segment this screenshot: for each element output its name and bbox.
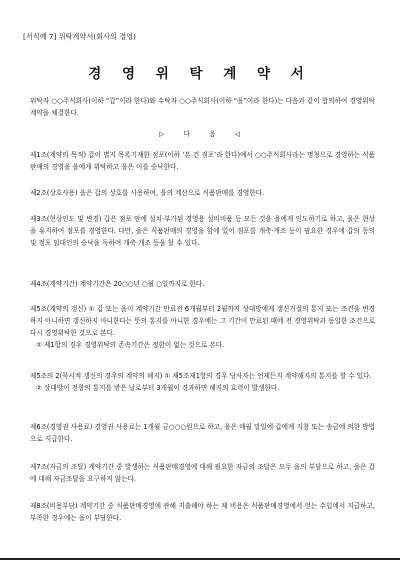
article-5-2 — [30, 370, 375, 394]
article-7 — [30, 461, 375, 485]
sub-heading-text-2: 음 — [209, 130, 217, 138]
document-title: 경 영 위 탁 계 약 서 — [88, 66, 312, 82]
article-3 — [30, 213, 375, 249]
right-triangle-mark: ◁ — [234, 130, 241, 138]
article-5-text: 제5조(계약의 갱신) ① 갑 또는 을이 계약기간 만료전 6개월부터 2월까지 상대방에게 갱신거절의 통지 또는 조건을 변경하지 아니하면 갱신하지 아니한다는 뜻의 통지를 아니한 경우에는 그 기간이 만료된 때에 전 경영위탁과 동일한 조건으로 다시 경영위탁한 것으로 본다. — [30, 305, 375, 337]
article-5-clause-2: ② 제1항의 경우 경영위탁의 존속기간은 정함이 없는 것으로 본다. — [36, 341, 225, 349]
bottom-divider — [0, 558, 400, 560]
article-3-text: 제3조(현상인도 및 변경) 갑은 점포 안에 설치·부가된 경영용 설비비품 등 모든 것을 을에게 인도하기로 하고, 을은 현상을 유지하여 점포를 경영한다. 다만, 을은 식품판매의 경영을 함에 있어 점포를 개축·개조 등이 필요한 경우에 갑의 동의 및 점포 임대인의 승낙을 득하여 개축·개조 등을 할 수 있다. — [30, 215, 375, 247]
article-6-text: 제6조(경영권 사용료) 경영권 사용료는 1개월 금○○○원으로 하고, 을은 매월 말일에 갑에게 지참 또는 송금에 의한 방법으로 지급한다. — [30, 423, 375, 443]
left-triangle-mark: ▷ — [159, 130, 166, 138]
article-1-text: 제1조(계약의 목적) 갑이 별지 목록기재한 점포(이하 ‘본 건 점포’라 한다)에서 ○○주식회사라는 명칭으로 경영하는 식품판매의 경영을 을에게 위탁하고 을은 이를 승낙한다. — [30, 151, 375, 171]
article-5-2-text: 제5조의 2(묵시적 갱신의 경우의 계약의 해지) ① 제5조제1항의 경우 당사자는 언제든지 계약해지의 통지를 할 수 있다. — [30, 372, 372, 380]
article-8 — [30, 500, 375, 524]
article-7-text: 제7조(자금의 조달) 계약기간 중 발생하는 식품판매경영에 대해 필요한 자금의 조달은 모두 을의 부담으로 하고, 을은 갑에 대해 자금조달을 요구하지 않는다. — [30, 463, 375, 483]
article-4 — [30, 278, 375, 290]
article-5-2-clause-2: ② 상대방이 전항의 통지를 받은 날로부터 3개월이 경과하면 해지의 효력이 발생한다. — [36, 384, 280, 392]
sub-heading — [0, 128, 400, 138]
article-2-text: 제2조(상호사용) 을은 갑의 상호를 사용하여, 을의 계산으로 식품판매를 경영한다. — [30, 189, 265, 197]
article-8-text: 제8조(비용부담) 계약기간 중 식품판매경영에 관해 지출해야 하는 제 비용은 식품판매경영에서 얻는 수입에서 지급하고, 부족한 경우에는 을이 부담한다. — [30, 502, 375, 522]
intro-paragraph: 위탁자 ○○주식회사(이하 “갑”이라 한다)와 수탁자 ○○주식회사(이하 “을”이라 한다)는 다음과 같이 합의하여 경영위탁 계약을 체결한다. — [30, 97, 375, 117]
article-5 — [30, 303, 375, 351]
article-1 — [30, 149, 375, 173]
article-6 — [30, 421, 375, 445]
article-2 — [30, 187, 375, 199]
form-label: [서식예 7] 위탁계약서(회사의 경영) — [23, 32, 136, 41]
article-4-text: 제4조(계약기간) 계약기간은 20○○년 ○월 ○일까지로 한다. — [30, 280, 205, 288]
sub-heading-text-1: 다 — [183, 130, 191, 138]
